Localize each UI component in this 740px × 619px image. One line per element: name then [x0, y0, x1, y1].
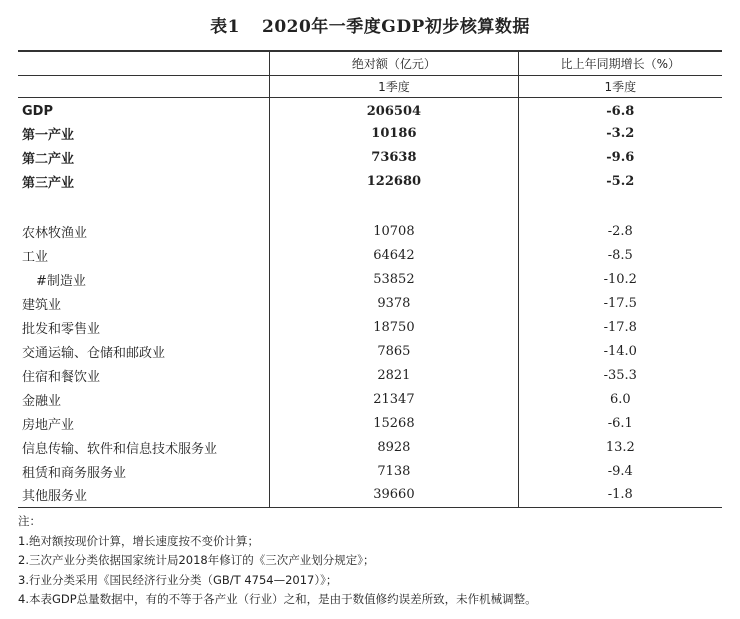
header-absolute-value: 绝对额（亿元） [270, 51, 518, 75]
row-value: 21347 [270, 387, 518, 411]
subheader-empty-cell [18, 75, 270, 97]
row-name: 第一产业 [18, 121, 270, 145]
header-growth-rate: 比上年同期增长（%） [518, 51, 722, 75]
row-value: 73638 [270, 145, 518, 169]
row-change: -5.2 [606, 173, 635, 189]
row-value: 10708 [270, 219, 518, 243]
row-change: -17.5 [603, 295, 637, 311]
row-name: 第二产业 [18, 145, 270, 169]
row-name: 金融业 [18, 387, 270, 411]
spacer-row [18, 193, 722, 219]
table-row [18, 219, 722, 243]
table-row [18, 459, 722, 483]
row-change: -3.2 [606, 125, 635, 141]
note-item: 4.本表GDP总量数据中，有的不等于各产业（行业）之和，是由于数值修约误差所致，未作机械调整。 [18, 592, 537, 607]
note-item: 3.行业分类采用《国民经济行业分类（GB/T 4754—2017）》； [18, 572, 338, 587]
row-change: -35.3 [603, 367, 637, 383]
row-change: -9.6 [606, 149, 635, 165]
row-value: 15268 [270, 411, 518, 435]
note-item: 2.三次产业分类依据国家统计局2018年修订的《三次产业划分规定》； [18, 553, 375, 568]
row-value: 7138 [270, 459, 518, 483]
row-name: 第三产业 [18, 169, 270, 193]
row-change: -14.0 [603, 343, 637, 359]
row-change: -1.8 [518, 483, 722, 507]
table-row [18, 363, 722, 387]
table-title-text: 2020年一季度GDP初步核算数据 [261, 17, 530, 37]
row-value: 7865 [270, 339, 518, 363]
row-change: -17.8 [603, 319, 637, 335]
row-name: 交通运输、仓储和邮政业 [18, 339, 270, 363]
row-name: 其他服务业 [18, 483, 270, 507]
table-row [18, 339, 722, 363]
table-row [18, 291, 722, 315]
row-value: 39660 [270, 483, 518, 507]
header-empty-cell [18, 51, 270, 75]
row-name: #制造业 [18, 267, 270, 291]
row-value: 53852 [270, 267, 518, 291]
gdp-table [18, 50, 722, 508]
table-row [18, 145, 722, 169]
table-title [0, 12, 740, 37]
row-change: -9.4 [607, 463, 633, 479]
notes-heading: 注： [18, 514, 41, 528]
subheader-quarter-growth: 1季度 [518, 75, 722, 97]
row-value: 206504 [270, 97, 518, 121]
spacer-cell [518, 193, 722, 219]
row-change: 13.2 [605, 439, 635, 455]
row-value: 18750 [270, 315, 518, 339]
row-name: 房地产业 [18, 411, 270, 435]
table-number: 表1 [210, 17, 240, 37]
row-name: 租赁和商务服务业 [18, 459, 270, 483]
row-change: -6.8 [606, 103, 635, 119]
table-row [18, 483, 722, 507]
row-value: 64642 [270, 243, 518, 267]
subheader-row [18, 75, 722, 97]
note-item: 1.绝对额按现价计算，增长速度按不变价计算； [18, 533, 259, 548]
row-value: 8928 [270, 435, 518, 459]
row-name: 农林牧渔业 [18, 219, 270, 243]
row-change: -10.2 [603, 271, 637, 287]
row-change: 6.0 [609, 391, 631, 407]
header-row [18, 51, 722, 75]
row-value: 2821 [270, 363, 518, 387]
table-row [18, 315, 722, 339]
row-name: 信息传输、软件和信息技术服务业 [18, 435, 270, 459]
row-name: GDP [18, 97, 270, 121]
row-value: 10186 [270, 121, 518, 145]
row-name: 工业 [18, 243, 270, 267]
table-row [18, 97, 722, 121]
table-row [18, 267, 722, 291]
table-row [18, 411, 722, 435]
table-row [18, 243, 722, 267]
row-change: -6.1 [607, 415, 633, 431]
row-value: 122680 [270, 169, 518, 193]
table-notes [18, 512, 722, 610]
row-value: 9378 [270, 291, 518, 315]
spacer-cell [18, 193, 270, 219]
spacer-cell [270, 193, 518, 219]
subheader-quarter-value: 1季度 [270, 75, 518, 97]
row-name: 住宿和餐饮业 [18, 363, 270, 387]
table-row [18, 387, 722, 411]
table-row [18, 435, 722, 459]
row-name: 建筑业 [18, 291, 270, 315]
row-name: 批发和零售业 [18, 315, 270, 339]
table-row [18, 169, 722, 193]
row-change: -2.8 [607, 223, 633, 239]
table-row [18, 121, 722, 145]
row-change: -8.5 [607, 247, 633, 263]
